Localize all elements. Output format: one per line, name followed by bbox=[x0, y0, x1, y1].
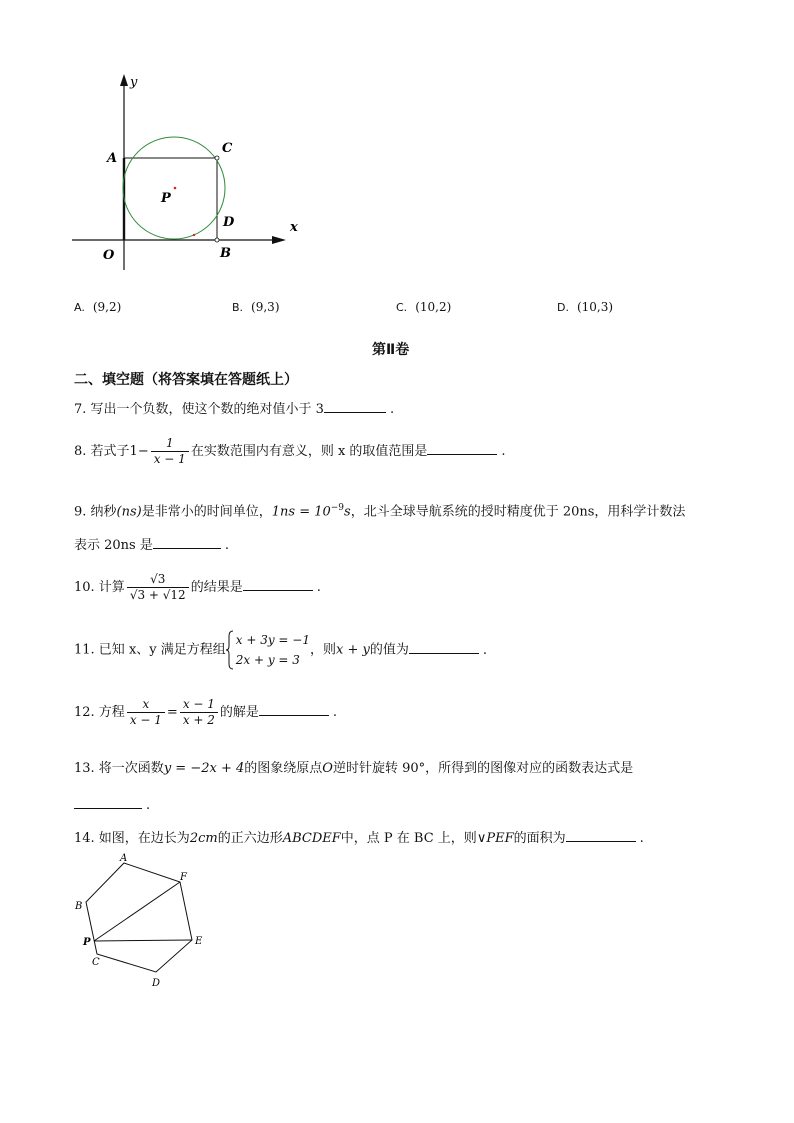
section-heading: 二、填空题（将答案填在答题纸上） bbox=[74, 372, 298, 388]
vertex-a-label: A bbox=[120, 853, 128, 864]
option-b[interactable]: B. (9,3) bbox=[232, 300, 280, 314]
vertex-f-label: F bbox=[180, 872, 187, 883]
fraction-right: $\frac{x - 1}{x + 2}$ bbox=[180, 697, 218, 728]
point-p-label: P bbox=[161, 191, 171, 206]
fraction: $\frac{√3}{√3 + √12}$ bbox=[127, 572, 189, 603]
answer-blank[interactable] bbox=[74, 796, 142, 809]
question-9-line-2: 表示 20ns 是 . bbox=[74, 538, 229, 553]
question-9: 9. 纳秒(ns)是非常小的时间单位，$1ns = 10^{-9}s$，北斗全球导航系统的授时精度优于 20ns，用科学计数法 bbox=[74, 503, 686, 520]
option-c[interactable]: C. (10,2) bbox=[396, 300, 452, 314]
coordinate-figure bbox=[60, 70, 310, 285]
question-8: 8. 若式子1− $\frac{1}{x - 1}$ 在实数范围内有意义，则 x 的取值范围是 . bbox=[74, 436, 506, 466]
point-p-label: P bbox=[83, 937, 91, 948]
section-title: 第Ⅱ卷 bbox=[372, 342, 410, 358]
y-axis-arrow-icon bbox=[120, 74, 128, 86]
option-a[interactable]: A. (9,2) bbox=[74, 300, 122, 314]
answer-blank[interactable] bbox=[566, 829, 636, 842]
answer-blank[interactable] bbox=[324, 400, 386, 413]
option-d[interactable]: D. (10,3) bbox=[557, 300, 614, 314]
answer-blank[interactable] bbox=[243, 578, 313, 591]
vertex-d-label: D bbox=[152, 978, 161, 989]
y-axis-label: y bbox=[130, 75, 138, 90]
vertex-b-label: B bbox=[75, 901, 83, 912]
point-b-label: B bbox=[220, 246, 231, 261]
fraction: $\frac{1}{x - 1}$ bbox=[151, 436, 189, 467]
point-c-label: C bbox=[222, 141, 233, 156]
question-13: 13. 将一次函数y = −2x + 4的图象绕原点O逆时针旋转 90°，所得到的图像对应的函数表达式是 bbox=[74, 761, 634, 776]
question-13-line-2: . bbox=[74, 796, 150, 815]
point-d-label: D bbox=[223, 215, 235, 230]
question-10: 10. 计算 $\frac{√3}{√3 + √12}$ 的结果是 . bbox=[74, 572, 321, 602]
answer-blank[interactable] bbox=[259, 703, 329, 716]
x-axis-label: x bbox=[290, 220, 298, 235]
hexagon-figure bbox=[72, 852, 212, 992]
equation-system: x + 3y = −1 2x + y = 3 bbox=[226, 630, 310, 670]
question-7: 7. 写出一个负数，使这个数的绝对值小于 3 . bbox=[74, 402, 395, 417]
vertex-e-label: E bbox=[195, 936, 203, 947]
x-axis-arrow-icon bbox=[272, 236, 286, 244]
answer-blank[interactable] bbox=[153, 536, 221, 549]
fraction-left: $\frac{x}{x - 1}$ bbox=[127, 697, 165, 728]
vertex-c-label: C bbox=[92, 957, 100, 968]
answer-blank[interactable] bbox=[409, 641, 479, 654]
answer-blank[interactable] bbox=[427, 442, 497, 455]
question-11: 11. 已知 x、y 满足方程组 x + 3y = −1 2x + y = 3 ，则x + y的值为 . bbox=[74, 630, 487, 670]
origin-o-label: O bbox=[103, 248, 115, 263]
question-12: 12. 方程 $\frac{x}{x - 1}$ = $\frac{x - 1}{x + 2}$ 的解是 . bbox=[74, 697, 338, 727]
brace-icon bbox=[226, 630, 234, 670]
point-a-label: A bbox=[107, 151, 118, 166]
question-14: 14. 如图，在边长为2cm的正六边形ABCDEF中，点 P 在 BC 上，则∨PEF的面积为 . bbox=[74, 831, 644, 846]
